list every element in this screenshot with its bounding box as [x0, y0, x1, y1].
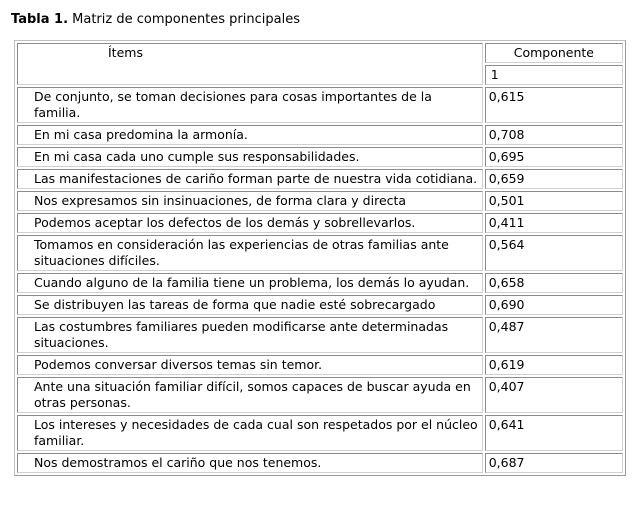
item-cell: Cuando alguno de la familia tiene un problema, los demás lo ayudan. [17, 273, 483, 293]
loading-value-cell: 0,658 [485, 273, 623, 293]
table-row [17, 125, 623, 145]
component-header: Componente [485, 43, 623, 63]
item-cell: Podemos conversar diversos temas sin temor. [17, 355, 483, 375]
table-row [17, 235, 623, 271]
table-label: Tabla 1. [11, 12, 69, 27]
component-matrix-table [14, 40, 626, 476]
loading-value-cell: 0,659 [485, 169, 623, 189]
item-cell: Ante una situación familiar difícil, somos capaces de buscar ayuda en otras personas. [17, 377, 483, 413]
loading-value-cell: 0,619 [485, 355, 623, 375]
table-row [17, 169, 623, 189]
table-row [17, 147, 623, 167]
component-number-header: 1 [485, 65, 623, 85]
item-cell: Las costumbres familiares pueden modificarse ante determinadas situaciones. [17, 317, 483, 353]
loading-value-cell: 0,708 [485, 125, 623, 145]
table-row [17, 295, 623, 315]
loading-value-cell: 0,687 [485, 453, 623, 473]
table-row [17, 415, 623, 451]
loading-value-cell: 0,615 [485, 87, 623, 123]
table-row [17, 355, 623, 375]
table-row [17, 191, 623, 211]
loading-value-cell: 0,407 [485, 377, 623, 413]
loading-value-cell: 0,564 [485, 235, 623, 271]
table-caption [11, 12, 300, 27]
item-cell: En mi casa cada uno cumple sus responsabilidades. [17, 147, 483, 167]
loading-value-cell: 0,487 [485, 317, 623, 353]
table-row [17, 87, 623, 123]
item-cell: Las manifestaciones de cariño forman parte de nuestra vida cotidiana. [17, 169, 483, 189]
loading-value-cell: 0,695 [485, 147, 623, 167]
item-cell: Podemos aceptar los defectos de los demás y sobrellevarlos. [17, 213, 483, 233]
loading-value-cell: 0,690 [485, 295, 623, 315]
item-cell: De conjunto, se toman decisiones para cosas importantes de la familia. [17, 87, 483, 123]
item-cell: Nos demostramos el cariño que nos tenemos. [17, 453, 483, 473]
header-row [17, 43, 623, 63]
item-cell: Tomamos en consideración las experiencias de otras familias ante situaciones difíciles. [17, 235, 483, 271]
table-row [17, 213, 623, 233]
item-cell: En mi casa predomina la armonía. [17, 125, 483, 145]
table-row [17, 377, 623, 413]
table-row [17, 273, 623, 293]
item-cell: Nos expresamos sin insinuaciones, de forma clara y directa [17, 191, 483, 211]
table-title: Matriz de componentes principales [72, 12, 300, 27]
item-cell: Se distribuyen las tareas de forma que nadie esté sobrecargado [17, 295, 483, 315]
table-row [17, 453, 623, 473]
items-header: Ítems [17, 43, 483, 85]
table-row [17, 317, 623, 353]
loading-value-cell: 0,411 [485, 213, 623, 233]
item-cell: Los intereses y necesidades de cada cual son respetados por el núcleo familiar. [17, 415, 483, 451]
loading-value-cell: 0,501 [485, 191, 623, 211]
loading-value-cell: 0,641 [485, 415, 623, 451]
